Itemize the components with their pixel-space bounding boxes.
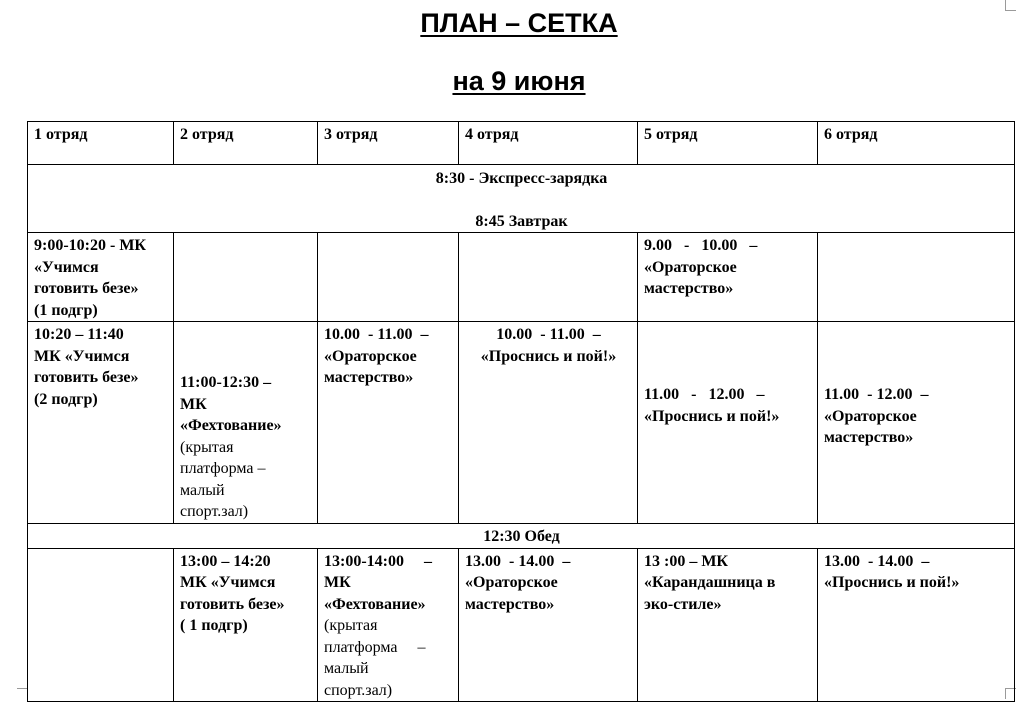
- cell-line: «Фехтование»: [180, 417, 282, 434]
- cell-line: 11.00 - 12.00 –: [824, 386, 929, 403]
- cell-line: ( 1 подгр): [180, 617, 248, 634]
- table-row: [28, 233, 1015, 322]
- cell-line: «Фехтование»: [324, 595, 426, 613]
- header-cell: 4 отряд: [459, 122, 638, 165]
- schedule-cell: [818, 233, 1015, 322]
- cell-note: (крытая: [180, 438, 234, 456]
- schedule-cell: [318, 548, 459, 702]
- cell-line: 13.00 - 14.00 –: [824, 552, 930, 570]
- schedule-cell: [174, 322, 318, 524]
- cell-line: готовить безе»: [34, 369, 139, 386]
- schedule-cell: [318, 322, 459, 524]
- cell-line: «Проснись и пой!»: [480, 347, 617, 365]
- cell-line: 10:20 – 11:40: [34, 326, 124, 343]
- cell-line: мастерство»: [644, 280, 734, 297]
- schedule-cell: [28, 322, 174, 524]
- cell-note: малый: [180, 481, 225, 499]
- cell-line: 11:00-12:30 –: [180, 374, 272, 391]
- cell-line: эко-стиле»: [644, 595, 722, 613]
- cell-line: готовить безе»: [180, 595, 285, 613]
- cell-line: МК «Учимся: [34, 347, 130, 365]
- header-cell: 6 отряд: [818, 122, 1015, 165]
- cell-line: «Проснись и пой!»: [824, 574, 960, 591]
- cell-line: мастерство»: [324, 369, 414, 386]
- cell-line: 10.00 - 11.00 –: [324, 326, 429, 343]
- header-cell: 2 отряд: [174, 122, 318, 165]
- cell-line: 13:00-14:00 –: [324, 552, 432, 570]
- schedule-cell: [818, 548, 1015, 702]
- cell-line: 13.00 - 14.00 –: [465, 552, 571, 570]
- cell-line: 11.00 - 12.00 –: [644, 386, 765, 403]
- schedule-cell: [459, 548, 638, 702]
- morning-exercise: 8:30 - Экспресс-зарядка: [435, 170, 608, 187]
- cell-note: платформа –: [180, 460, 266, 477]
- schedule-cell: [174, 233, 318, 322]
- cell-line: МК: [324, 574, 351, 591]
- lunch-row: [28, 523, 1015, 548]
- cell-note: спорт.зал): [324, 681, 393, 699]
- cell-line: «Ораторское: [465, 574, 558, 591]
- cell-line: МК: [180, 395, 207, 413]
- cell-note: малый: [324, 660, 369, 677]
- header-cell: 1 отряд: [28, 122, 174, 165]
- cell-line: «Ораторское: [644, 258, 737, 276]
- cell-line: мастерство»: [824, 429, 914, 446]
- cell-line: мастерство»: [465, 595, 555, 613]
- cell-line: (1 подгр): [34, 301, 98, 319]
- cell-line: МК «Учимся: [180, 574, 276, 591]
- schedule-cell: [638, 233, 818, 322]
- cell-line: «Ораторское: [824, 407, 917, 425]
- cell-line: «Ораторское: [324, 347, 417, 365]
- lunch-cell: 12:30 Обед: [28, 523, 1015, 548]
- cell-line: (2 подгр): [34, 390, 98, 408]
- schedule-cell: [28, 233, 174, 322]
- cell-note: спорт.зал): [180, 503, 249, 520]
- morning-row: [28, 165, 1015, 233]
- cell-line: «Учимся: [34, 258, 99, 276]
- table-row: [28, 322, 1015, 524]
- breakfast: 8:45 Завтрак: [475, 212, 568, 230]
- schedule-cell: [459, 233, 638, 322]
- document-title: ПЛАН – СЕТКА: [420, 8, 618, 38]
- cell-line: 13:00 – 14:20: [180, 552, 271, 570]
- cell-line: «Проснись и пой!»: [644, 407, 780, 425]
- schedule-cell: [459, 322, 638, 524]
- schedule-cell: [318, 233, 459, 322]
- schedule-table: [27, 121, 1015, 702]
- cell-note: платформа –: [324, 638, 426, 656]
- cell-line: «Карандашница в: [644, 574, 776, 591]
- schedule-cell: [818, 322, 1015, 524]
- document-subtitle: на 9 июня: [452, 66, 586, 96]
- morning-cell: [28, 165, 1015, 233]
- cell-note: (крытая: [324, 617, 378, 634]
- header-cell: 3 отряд: [318, 122, 459, 165]
- schedule-cell: [638, 548, 818, 702]
- cell-line: 10.00 - 11.00 –: [496, 326, 601, 343]
- schedule-cell: [28, 548, 174, 702]
- cell-line: готовить безе»: [34, 280, 139, 297]
- cell-line: 13 :00 – МК: [644, 552, 729, 570]
- cell-line: 9:00-10:20 - МК: [34, 237, 147, 254]
- header-cell: 5 отряд: [638, 122, 818, 165]
- header-row: [28, 122, 1015, 165]
- table-row: [28, 548, 1015, 702]
- cell-line: 9.00 - 10.00 –: [644, 237, 758, 254]
- schedule-cell: [174, 548, 318, 702]
- schedule-cell: [638, 322, 818, 524]
